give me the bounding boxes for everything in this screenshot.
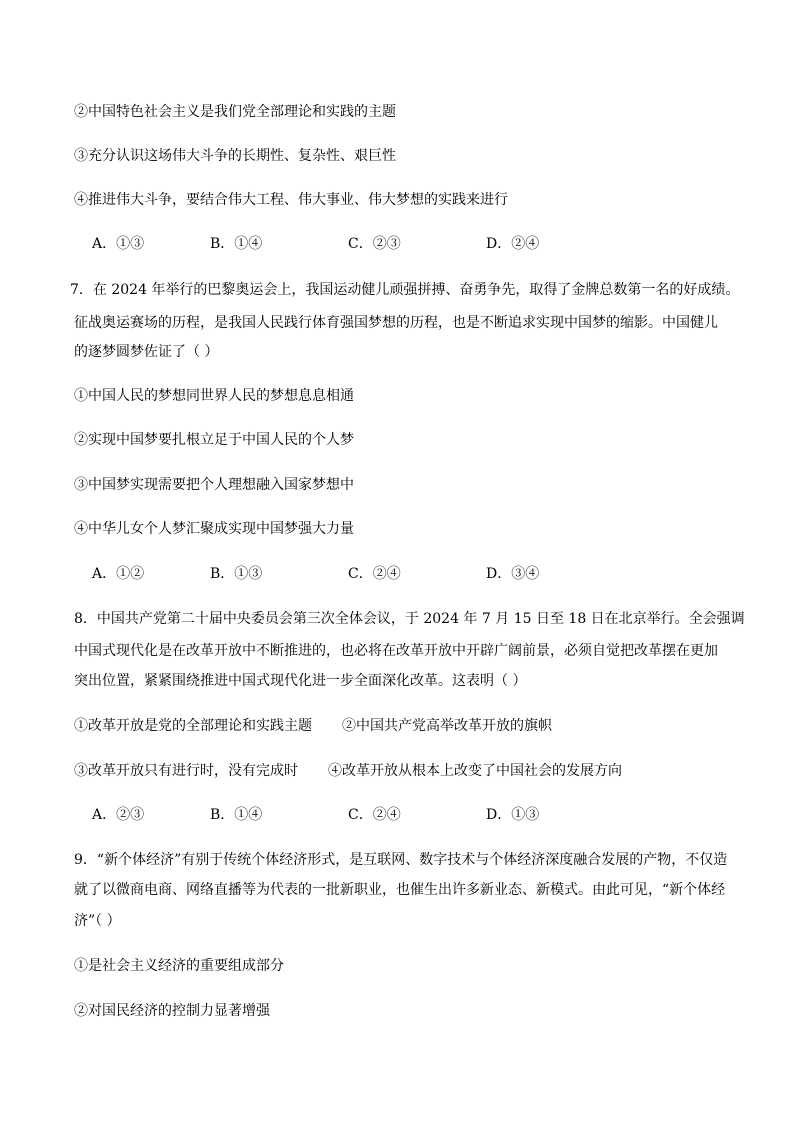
q9-option-2: ②对国民经济的控制力显著增强 bbox=[74, 1003, 270, 1019]
q6-option-2: ②中国特色社会主义是我们党全部理论和实践的主题 bbox=[74, 104, 396, 120]
q8-choice-a[interactable]: A．②③ bbox=[92, 807, 145, 823]
q6-choice-a[interactable]: A．①③ bbox=[92, 236, 145, 252]
q9-stem-line-3: 济”（ ） bbox=[74, 913, 121, 929]
q7-option-4: ④中华儿女个人梦汇聚成实现中国梦强大力量 bbox=[74, 521, 354, 537]
q6-choice-c[interactable]: C．②③ bbox=[348, 236, 401, 252]
q8-option-1: ①改革开放是党的全部理论和实践主题 bbox=[74, 718, 312, 734]
q8-choice-c[interactable]: C．②④ bbox=[348, 807, 401, 823]
q7-choice-c[interactable]: C．②④ bbox=[348, 566, 401, 582]
q6-choices bbox=[92, 234, 692, 254]
q7-option-1: ①中国人民的梦想同世界人民的梦想息息相通 bbox=[74, 388, 354, 404]
q8-choice-b[interactable]: B．①④ bbox=[210, 807, 263, 823]
q6-choice-b[interactable]: B．①④ bbox=[210, 236, 263, 252]
q8-option-4: ④改革开放从根本上改变了中国社会的发展方向 bbox=[328, 763, 622, 779]
q7-choices bbox=[92, 564, 692, 584]
q8-options-row-2 bbox=[74, 761, 734, 781]
q8-option-3: ③改革开放只有进行时，没有完成时 bbox=[74, 763, 298, 779]
q8-choice-d[interactable]: D．①③ bbox=[486, 807, 540, 823]
q8-stem-line-3: 突出位置，紧紧围绕推进中国式现代化进一步全面深化改革。这表明（ ） bbox=[74, 673, 527, 689]
q9-option-1: ①是社会主义经济的重要组成部分 bbox=[74, 958, 284, 974]
q7-stem-line-2: 征战奥运赛场的历程，是我国人民践行体育强国梦想的历程，也是不断追求实现中国梦的缩影。中国健儿 bbox=[74, 315, 718, 331]
q6-option-3: ③充分认识这场伟大斗争的长期性、复杂性、艰巨性 bbox=[74, 148, 396, 164]
q8-choices bbox=[92, 805, 692, 825]
q9-stem-line-2: 就了以微商电商、网络直播等为代表的一批新职业，也催生出许多新业态、新模式。由此可见，“新个体经 bbox=[74, 882, 726, 898]
q7-choice-a[interactable]: A．①② bbox=[92, 566, 145, 582]
q6-option-4: ④推进伟大斗争，要结合伟大工程、伟大事业、伟大梦想的实践来进行 bbox=[74, 192, 508, 208]
q8-options-row-1 bbox=[74, 716, 734, 736]
q7-option-3: ③中国梦实现需要把个人理想融入国家梦想中 bbox=[74, 477, 354, 493]
q8-stem-line-1: 8．中国共产党第二十届中央委员会第三次全体会议，于 2024 年 7 月 15 日至 18 日在北京举行。全会强调 bbox=[74, 611, 745, 627]
q7-option-2: ②实现中国梦要扎根立足于中国人民的个人梦 bbox=[74, 432, 354, 448]
q7-stem-line-3: 的逐梦圆梦佐证了（ ） bbox=[74, 344, 219, 360]
q8-stem-line-2: 中国式现代化是在改革开放中不断推进的，也必将在改革开放中开辟广阔前景，必须自觉把改革摆在更加 bbox=[74, 643, 718, 659]
q7-choice-b[interactable]: B．①③ bbox=[210, 566, 263, 582]
q7-stem-line-1: 7．在 2024 年举行的巴黎奥运会上，我国运动健儿顽强拼搏、奋勇争先，取得了金牌总数第一名的好成绩。 bbox=[70, 282, 740, 298]
q9-stem-line-1: 9．“新个体经济”有别于传统个体经济形式，是互联网、数字技术与个体经济深度融合发展的产物，不仅造 bbox=[74, 852, 728, 868]
q7-choice-d[interactable]: D．③④ bbox=[486, 566, 540, 582]
q8-option-2: ②中国共产党高举改革开放的旗帜 bbox=[342, 718, 552, 734]
q6-choice-d[interactable]: D．②④ bbox=[486, 236, 540, 252]
